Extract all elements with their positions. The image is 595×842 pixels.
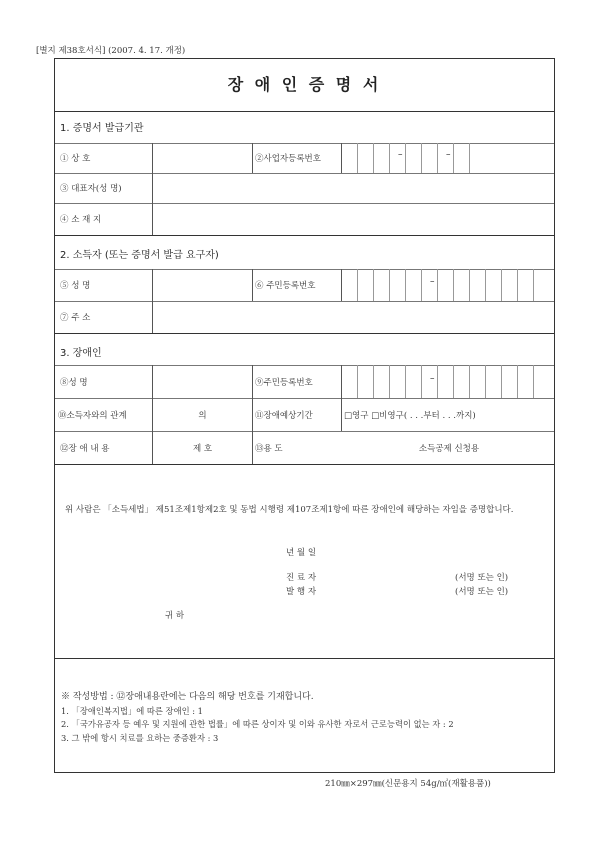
divider [55,431,554,432]
divider [341,365,342,431]
digit-box-divider [453,269,454,301]
certification-statement: 위 사람은 「소득세법」 제51조제1항제2호 및 동법 시행령 제107조제1항에 따른 장애인에 해당하는 자임을 증명합니다. [65,505,514,515]
issuer-label: 발 행 자 [286,587,317,597]
digit-box-divider [405,365,406,398]
label-earner-resident-number: ⑥ 주민등록번호 [255,281,316,291]
label-disabled-name: ⑧성 명 [60,378,88,388]
digit-box-divider [453,143,454,173]
divider [341,269,342,301]
digit-box-divider [357,269,358,301]
divider [55,269,554,270]
label-expected-duration: ⑪장애예상기간 [255,411,313,421]
digit-box-divider [389,365,390,398]
digit-box-divider [501,269,502,301]
writing-instructions [61,691,551,745]
divider [55,235,554,236]
digit-box-divider [421,365,422,398]
disability-content-value: 제 호 [192,444,213,454]
digit-box-divider [357,143,358,173]
digit-box-divider [517,269,518,301]
date-line: 년 월 일 [286,548,317,558]
digit-box-divider [357,365,358,398]
label-representative: ③ 대표자(성 명) [60,184,122,194]
digit-box-divider [453,365,454,398]
divider [55,333,554,334]
digit-box-divider [421,143,422,173]
label-location: ④ 소 재 지 [60,215,102,225]
divider [55,301,554,302]
digit-box-divider [373,269,374,301]
digit-box-divider [405,143,406,173]
digit-box-divider [533,269,534,301]
dash-separator: – [398,150,403,160]
form-number-note: [별지 제38호서식] (2007. 4. 17. 개정) [36,46,186,56]
digit-box-divider [517,365,518,398]
divider [252,269,253,301]
instructions-title: ※ 작성방법 : ⑫장애내용란에는 다음의 해당 번호를 기재합니다. [61,692,314,702]
divider [55,398,554,399]
digit-box-divider [389,143,390,173]
section-income-earner: 2. 소득자 (또는 증명서 발급 요구자) [60,250,219,261]
label-company-name: ① 상 호 [60,154,91,164]
recipient-label: 귀 하 [165,611,185,621]
label-disabled-resident-number: ⑨주민등록번호 [255,378,313,388]
divider [252,143,253,173]
relationship-value: 의 [198,411,207,421]
expected-duration-value: □영구 □비영구( . . .부터 . . .까지) [344,411,476,421]
digit-box-divider [469,143,470,173]
digit-box-divider [469,269,470,301]
label-earner-address: ⑦ 주 소 [60,313,91,323]
digit-box-divider [437,269,438,301]
digit-box-divider [437,143,438,173]
doctor-label: 진 료 자 [286,573,317,583]
label-relationship: ⑩소득자와의 관계 [58,411,127,421]
label-business-reg-number: ②사업자등록번호 [255,154,321,164]
paper-size-note: 210㎜×297㎜(신문용지 54g/㎡(재활용품)) [325,779,491,789]
issuer-sign: (서명 또는 인) [455,587,509,597]
divider [252,365,253,464]
digit-box-divider [373,365,374,398]
label-disability-content: ⑫장 애 내 용 [60,444,110,454]
digit-box-divider [437,365,438,398]
section-issuer: 1. 증명서 발급기관 [60,123,144,134]
dash-separator: – [430,374,435,384]
divider [55,203,554,204]
digit-box-divider [501,365,502,398]
label-earner-name: ⑤ 성 명 [60,281,91,291]
divider [55,658,554,659]
digit-box-divider [469,365,470,398]
divider [55,365,554,366]
doctor-sign: (서명 또는 인) [455,573,509,583]
dash-separator: – [446,150,451,160]
divider [152,143,153,235]
divider [55,173,554,174]
instruction-item: 3. 그 밖에 항시 치료를 요하는 중증환자 : 3 [61,732,219,743]
divider [55,464,554,465]
section-disabled-person: 3. 장애인 [60,348,102,359]
divider [152,269,153,333]
digit-box-divider [485,365,486,398]
purpose-value: 소득공제 신청용 [418,444,480,454]
divider [55,143,554,144]
digit-box-divider [485,269,486,301]
divider [341,143,342,173]
instruction-item: 2. 「국가유공자 등 예우 및 지원에 관한 법률」에 따른 상이자 및 이와 유사한 자로서 근로능력이 없는 자 : 2 [61,719,454,729]
label-purpose: ⑬용 도 [255,444,283,454]
instruction-item: 1. 「장애인복지법」에 따른 장애인 : 1 [61,705,203,716]
digit-box-divider [533,365,534,398]
certificate-form [54,58,555,773]
digit-box-divider [421,269,422,301]
digit-box-divider [405,269,406,301]
digit-box-divider [389,269,390,301]
dash-separator: – [430,277,435,287]
divider [55,111,554,112]
digit-box-divider [373,143,374,173]
form-title: 장 애 인 증 명 서 [227,75,382,94]
